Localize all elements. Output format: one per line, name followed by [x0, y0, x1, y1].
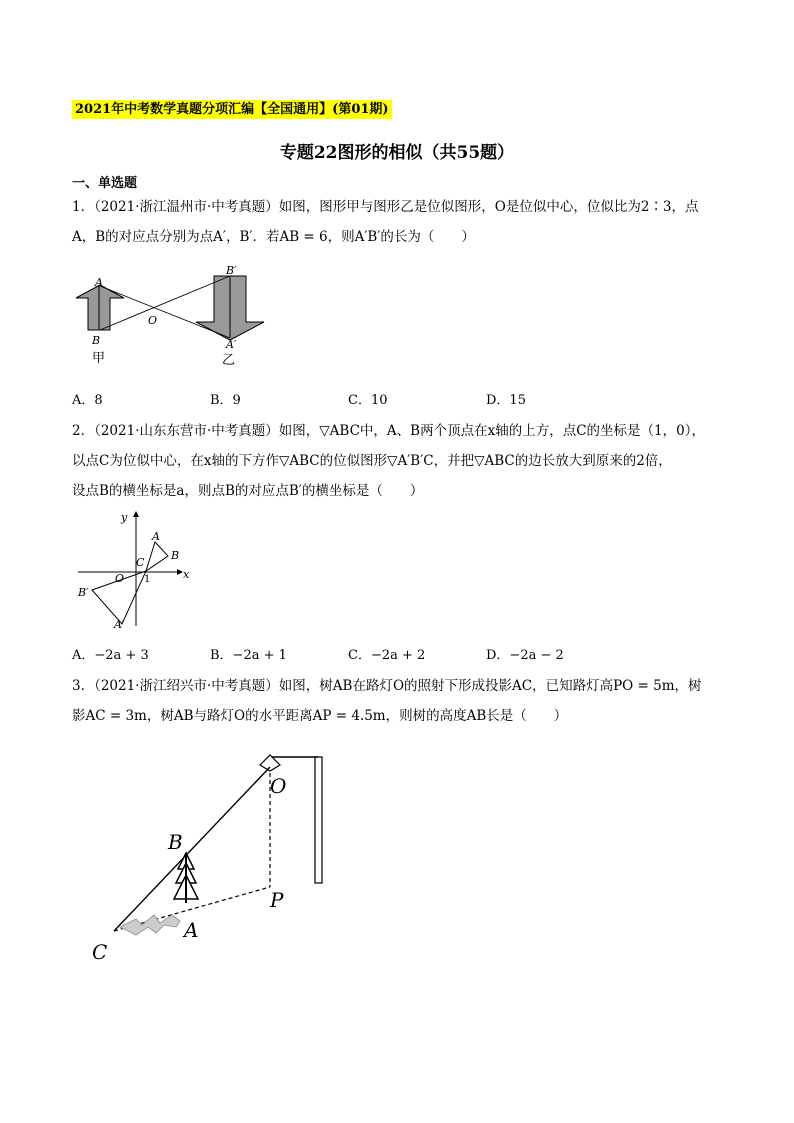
- label-b-prime: B′: [226, 264, 237, 277]
- line-a-a2: [100, 286, 230, 338]
- question-2: [72, 416, 732, 506]
- question-1: [72, 192, 732, 252]
- question-1-line-2: A，B的对应点分别为点A′，B′．若AB = 6，则A′B′的长为（ ）: [72, 229, 475, 245]
- question-3-line-2: 影AC = 3m，树AB与路灯O的水平距离AP = 4.5m，则树的高度AB长是（ ）: [72, 708, 568, 724]
- triangle-abc: [146, 542, 168, 571]
- lamp-post: [315, 757, 322, 883]
- question-2-figure: [70, 504, 200, 634]
- label-b: B: [171, 549, 180, 562]
- series-banner: 2021年中考数学真题分项汇编【全国通用】(第01期): [72, 100, 392, 119]
- q2-option-c: C．−2a + 2: [348, 648, 426, 663]
- question-2-line-1: 2．（2021·山东东营市·中考真题）如图，▽ABC中，A、B两个顶点在x轴的上方，点C的坐标是（1，0），: [72, 423, 705, 439]
- label-yi: 乙: [222, 353, 236, 368]
- label-x: x: [183, 568, 190, 581]
- label-a: A: [152, 530, 160, 543]
- question-1-figure: [70, 262, 270, 372]
- label-c: C: [136, 556, 145, 569]
- label-o: O: [115, 572, 125, 585]
- question-2-line-3: 设点B的横坐标是a，则点B的对应点B′的横坐标是（ ）: [72, 483, 424, 499]
- page-title: 专题22图形的相似（共55题）: [279, 143, 515, 163]
- question-3: [72, 671, 732, 731]
- label-y: y: [121, 511, 128, 524]
- q1-option-a: A．8: [72, 393, 103, 408]
- question-2-line-2: 以点C为位似中心，在x轴的下方作▽ABC的位似图形▽A′B′C，并把▽ABC的边长放大到原来的2倍，: [72, 453, 672, 469]
- tree-icon: [174, 853, 198, 903]
- label-a-prime: A′: [114, 618, 125, 631]
- label-b-prime: B′: [78, 586, 89, 599]
- label-a-prime: A′: [226, 338, 237, 351]
- question-1-line-1: 1．（2021·浙江温州市·中考真题）如图，图形甲与图形乙是位似图形，O是位似中心，位似比为2∶3，点: [72, 199, 699, 215]
- ray-o-c: [114, 767, 270, 931]
- label-b: B: [168, 830, 183, 854]
- label-jia: 甲: [92, 351, 106, 366]
- question-3-figure: [80, 745, 360, 975]
- q1-option-c: C．10: [348, 393, 388, 408]
- label-c: C: [92, 940, 108, 964]
- q2-option-b: B．−2a + 1: [210, 648, 287, 663]
- tree-shadow: [120, 915, 180, 935]
- q2-option-d: D．−2a − 2: [486, 648, 564, 663]
- label-b: B: [92, 334, 101, 347]
- label-o: O: [148, 314, 158, 327]
- q2-option-a: A．−2a + 3: [72, 648, 149, 663]
- label-o: O: [270, 774, 287, 798]
- section-heading: 一、单选题: [72, 176, 138, 191]
- question-3-line-1: 3．（2021·浙江绍兴市·中考真题）如图，树AB在路灯O的照射下形成投影AC，已知路灯高PO = 5m，树: [72, 678, 702, 694]
- q1-option-d: D．15: [486, 393, 526, 408]
- label-p: P: [270, 888, 284, 912]
- q1-option-b: B．9: [210, 393, 241, 408]
- label-a: A: [95, 276, 103, 289]
- label-a: A: [184, 918, 199, 942]
- label-one: 1: [144, 574, 151, 585]
